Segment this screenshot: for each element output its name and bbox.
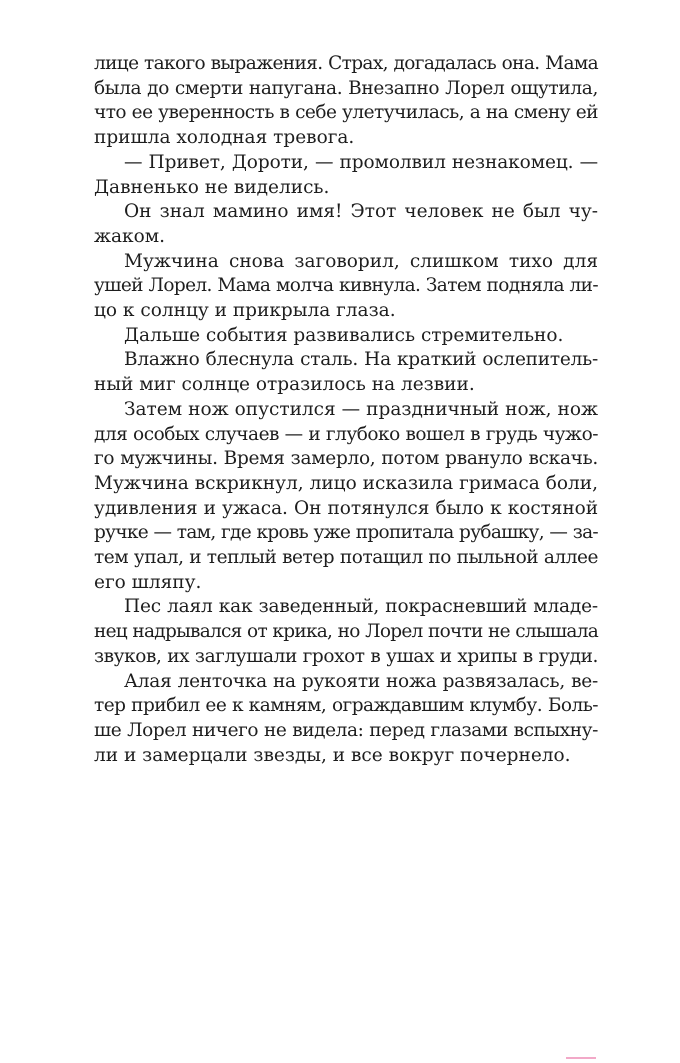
text-line: Мужчина вскрикнул, лицо исказила гримаса боли,	[94, 472, 598, 494]
text-line: го мужчины. Время замерло, потом рвануло вскачь.	[94, 448, 598, 470]
text-line: цо к солнцу и прикрыла глаза.	[94, 300, 396, 322]
text-line: Мужчина снова заговорил, слишком тихо для	[124, 250, 598, 272]
page-text	[94, 52, 598, 768]
text-line: лице такого выражения. Страх, догадалась она. Мама	[94, 53, 598, 74]
text-line: тем упал, и теплый ветер потащил по пыльной аллее	[94, 547, 598, 569]
text-line: ный миг солнце отразилось на лезвии.	[94, 374, 475, 396]
text-line: Пес лаял как заведенный, покрасневший младе-	[124, 596, 598, 618]
text-line: Алая ленточка на рукояти ножа развязалась, ве-	[124, 670, 598, 692]
text-line: удивления и ужаса. Он потянулся было к костяной	[94, 497, 598, 519]
text-line: пришла холодная тревога.	[94, 127, 355, 149]
text-line: жаком.	[94, 225, 166, 247]
text-line: Он знал мамино имя! Этот человек не был чу-	[124, 201, 598, 223]
text-line: ушей Лорел. Мама молча кивнула. Затем подняла ли-	[94, 275, 598, 297]
page-corner-mark	[566, 1057, 596, 1059]
text-line: что ее уверенность в себе улетучилась, а на смену ей	[94, 102, 598, 124]
text-line: — Привет, Дороти, — промолвил незнакомец. —	[124, 151, 598, 173]
text-line: для особых случаев — и глубоко вошел в грудь чужо-	[94, 423, 598, 445]
text-line: ше Лорел ничего не видела: перед глазами вспыхну-	[94, 719, 598, 741]
text-line: Затем нож опустился — праздничный нож, нож	[124, 398, 598, 420]
text-line: ручке — там, где кровь уже пропитала рубашку, — за-	[94, 522, 598, 544]
text-line: Влажно блеснула сталь. На краткий ослепитель-	[124, 349, 598, 371]
text-line: была до смерти напугана. Внезапно Лорел ощутила,	[94, 77, 598, 99]
text-line: ли и замерцали звезды, и все вокруг почернело.	[94, 744, 571, 766]
text-line: его шляпу.	[94, 571, 202, 593]
text-line: тер прибил ее к камням, ограждавшим клумбу. Боль-	[94, 695, 598, 717]
text-line: Давненько не виделись.	[94, 176, 330, 198]
text-line: звуков, их заглушали грохот в ушах и хрипы в груди.	[94, 645, 598, 667]
text-line: Дальше события развивались стремительно.	[124, 324, 564, 346]
text-line: нец надрывался от крика, но Лорел почти не слышала	[94, 621, 598, 643]
